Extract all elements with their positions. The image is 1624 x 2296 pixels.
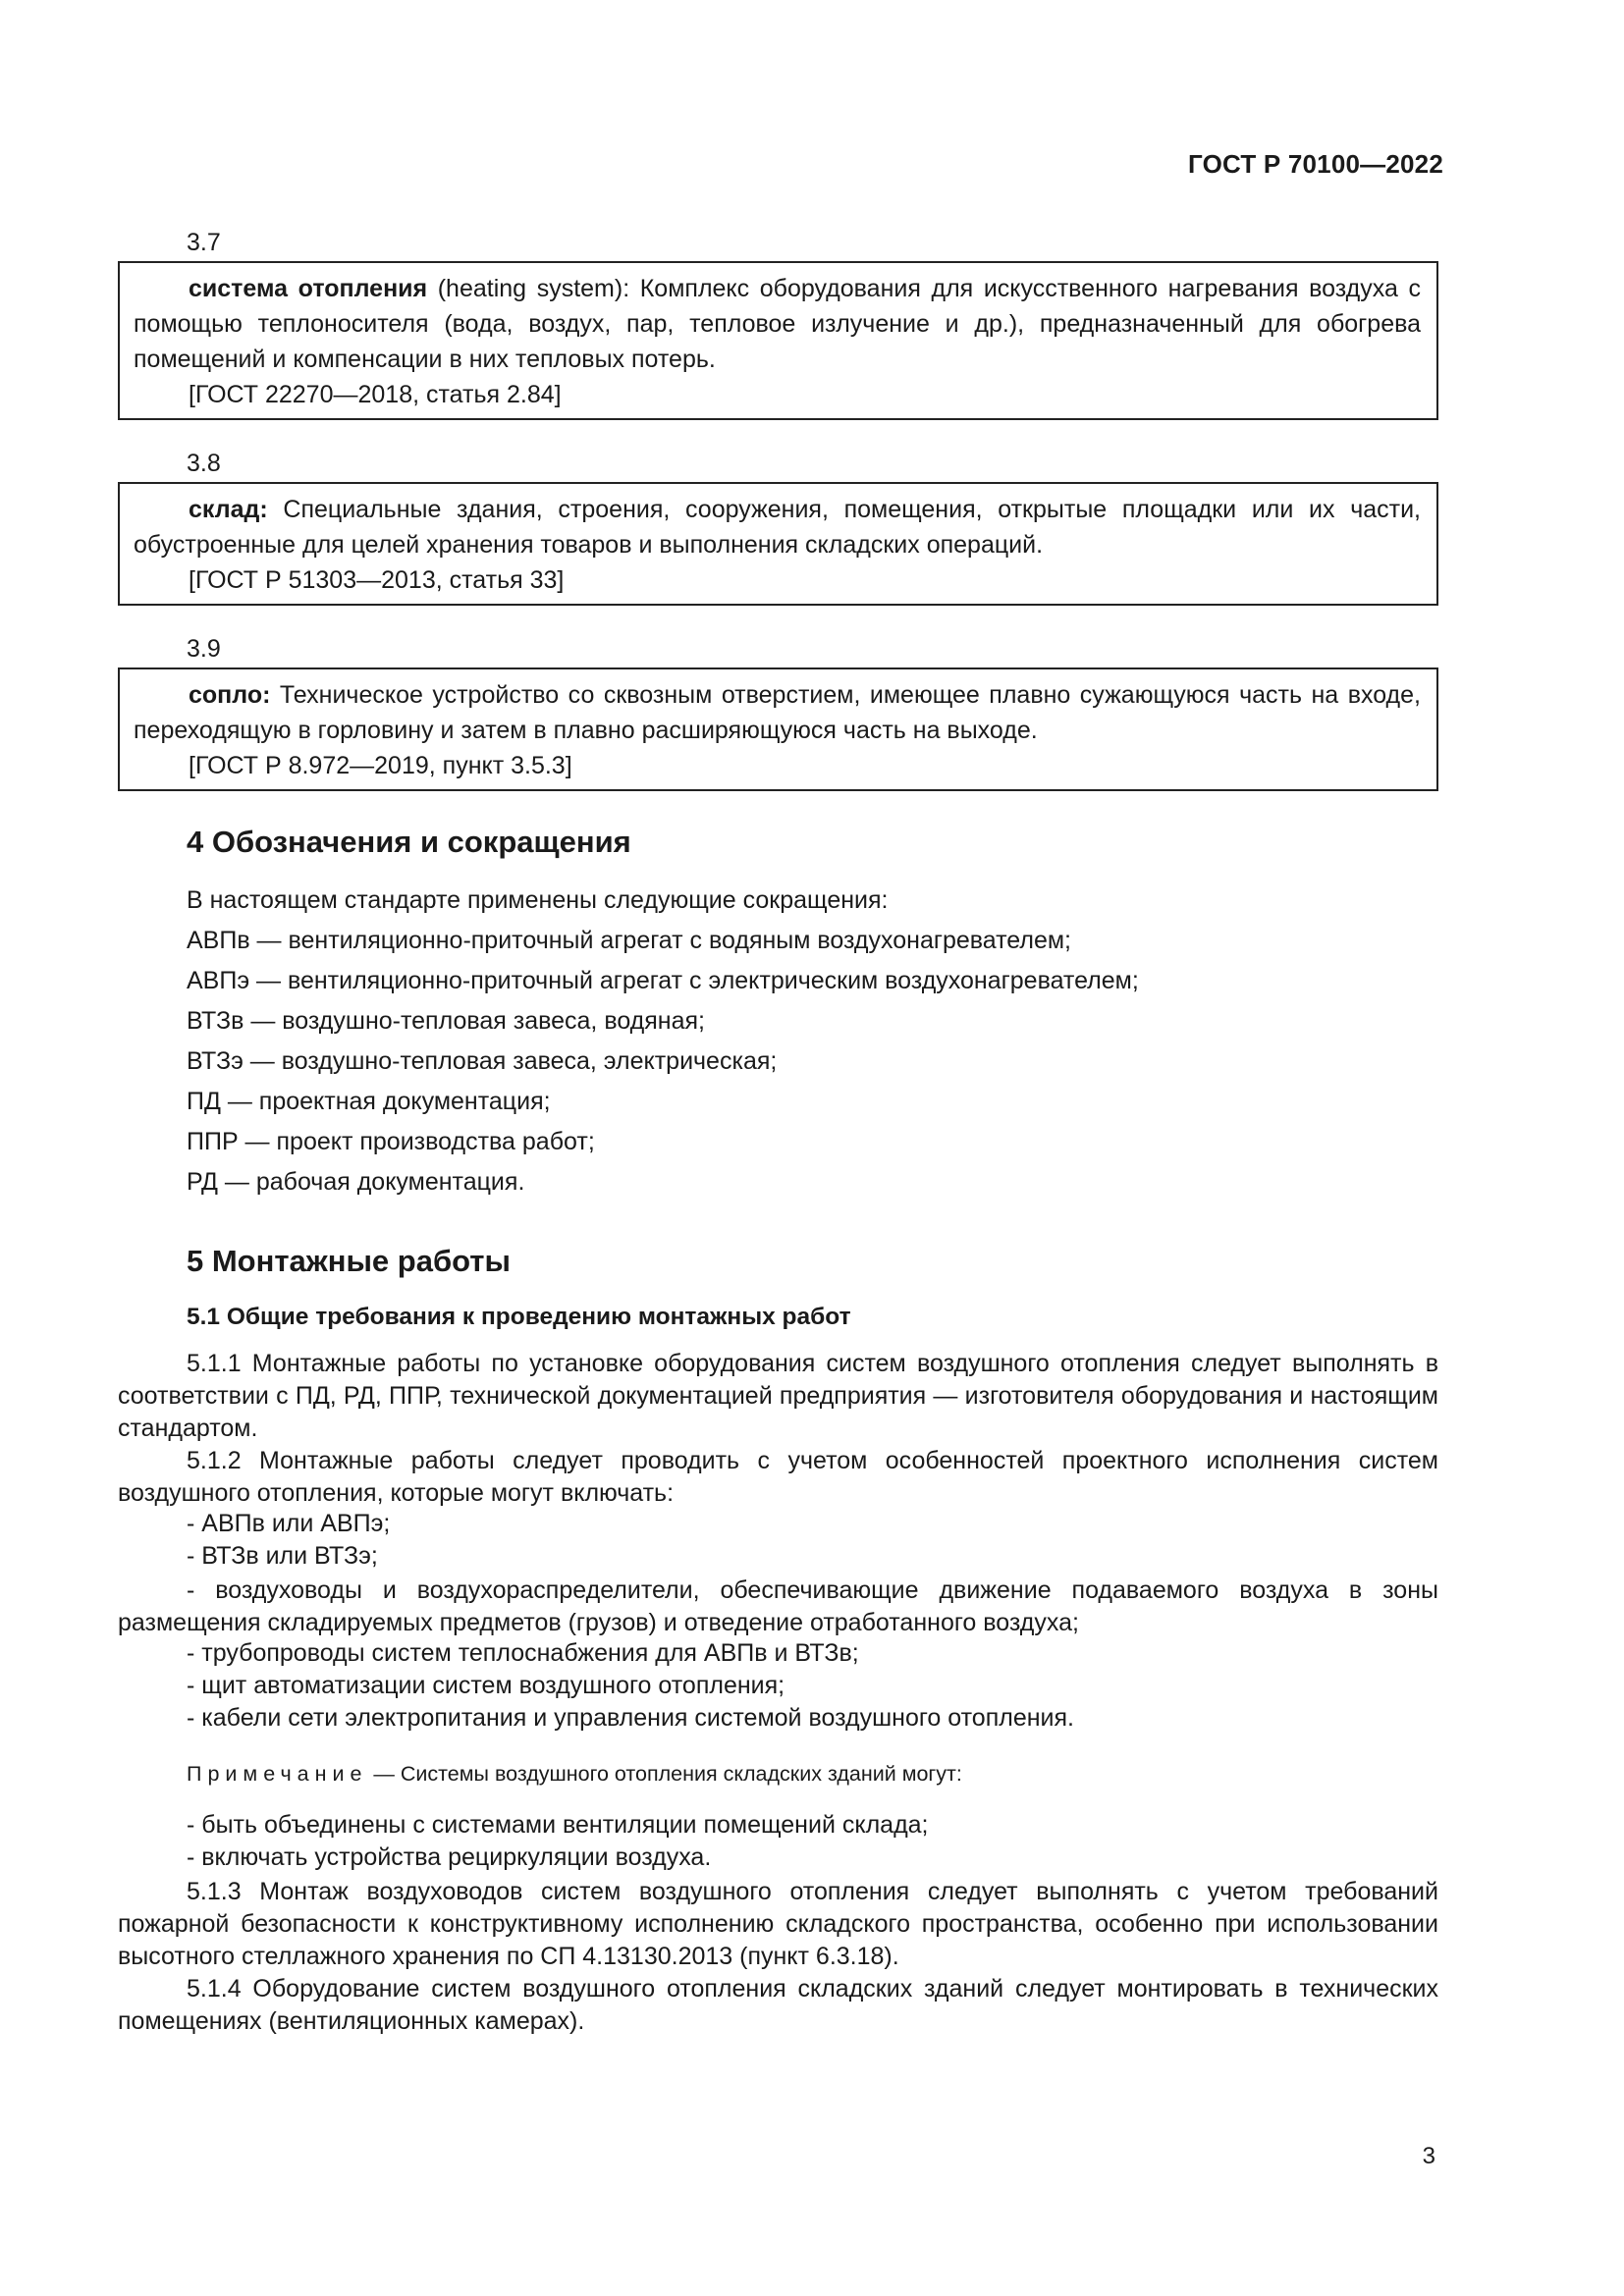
abbreviation-item: ВТЗэ — воздушно-тепловая завеса, электрическая; (187, 1047, 778, 1075)
term-definition: Техническое устройство со сквозным отверстием, имеющее плавно сужающуюся часть на входе, переходящую в горловину и затем в плавно расширяющуюся часть на выходе. (134, 681, 1421, 744)
abbreviation-item: АВПв — вентиляционно-приточный агрегат с водяным воздухонагревателем; (187, 927, 1072, 954)
paragraph-text: 5.1.4 Оборудование систем воздушного отопления складских зданий следует монтировать в технических помещениях (вентиляционных камерах). (118, 1975, 1438, 2035)
paragraph-5-1-3 (118, 1876, 1438, 1973)
paragraph-text: 5.1.2 Монтажные работы следует проводить с учетом особенностей проектного исполнения систем воздушного отопления, которые могут включать: (118, 1447, 1438, 1507)
term-reference: [ГОСТ 22270—2018, статья 2.84] (189, 381, 562, 408)
subsection-heading: 5.1 Общие требования к проведению монтажных работ (187, 1304, 851, 1330)
paragraph-text: 5.1.3 Монтаж воздуховодов систем воздушного отопления следует выполнять с учетом требований пожарной безопасности к конструктивному исполнению складского пространства, особенно при использовании высотного стеллажного хранения по СП 4.13130.2013 (пункт 6.3.18). (118, 1878, 1438, 1970)
term-definition-box (118, 261, 1438, 420)
term-definition: (heating system): Комплекс оборудования для искусственного нагревания воздуха с помощью теплоносителя (вода, воздух, пар, тепловое излучение и др.), предназначенный для обогрева помещений и компенсации в них тепловых потерь. (134, 275, 1421, 373)
term-number: 3.7 (187, 229, 221, 256)
abbreviation-item: ПД — проектная документация; (187, 1088, 551, 1115)
list-item: - АВПв или АВПэ; (187, 1510, 391, 1537)
term-text (134, 271, 1421, 377)
abbreviation-item: АВПэ — вентиляционно-приточный агрегат с электрическим воздухонагревателем; (187, 967, 1139, 994)
list-item: - щит автоматизации систем воздушного отопления; (187, 1672, 785, 1699)
term-number: 3.8 (187, 450, 221, 477)
note-text: — Системы воздушного отопления складских зданий могут: (367, 1762, 962, 1786)
list-item-text: - воздуховоды и воздухораспределители, обеспечивающие движение подаваемого воздуха в зоны размещения складируемых предметов (грузов) и отведение отработанного воздуха; (118, 1576, 1438, 1636)
list-item: - кабели сети электропитания и управления системой воздушного отопления. (187, 1704, 1074, 1732)
term-number: 3.9 (187, 635, 221, 663)
term-name: сопло: (189, 681, 271, 709)
term-name: склад: (189, 496, 268, 523)
abbreviation-item: ВТЗв — воздушно-тепловая завеса, водяная; (187, 1007, 705, 1035)
term-definition-box (118, 667, 1438, 791)
list-item: - быть объединены с системами вентиляции помещений склада; (187, 1811, 929, 1839)
page-number: 3 (1422, 2143, 1435, 2169)
section-heading: 5 Монтажные работы (187, 1244, 511, 1278)
list-item-long (118, 1575, 1438, 1639)
term-definition-box (118, 482, 1438, 606)
paragraph-text: 5.1.1 Монтажные работы по установке оборудования систем воздушного отопления следует выполнять в соответствии с ПД, РД, ППР, технической документацией предприятия — изготовителя оборудования и настоящим стандартом. (118, 1350, 1438, 1442)
abbreviation-item: ППР — проект производства работ; (187, 1128, 595, 1155)
paragraph-5-1-2 (118, 1445, 1438, 1510)
section-heading: 4 Обозначения и сокращения (187, 825, 631, 859)
note (187, 1762, 962, 1787)
list-item: - ВТЗв или ВТЗэ; (187, 1542, 378, 1570)
term-reference: [ГОСТ Р 51303—2013, статья 33] (189, 566, 565, 594)
term-definition: Специальные здания, строения, сооружения, помещения, открытые площадки или их части, обустроенные для целей хранения товаров и выполнения складских операций. (134, 496, 1421, 559)
note-label: Примечание (187, 1762, 368, 1786)
section-intro: В настоящем стандарте применены следующие сокращения: (187, 886, 889, 914)
abbreviation-item: РД — рабочая документация. (187, 1168, 525, 1196)
document-header: ГОСТ Р 70100—2022 (1188, 149, 1443, 179)
term-name: система отопления (189, 275, 428, 302)
list-item: - трубопроводы систем теплоснабжения для АВПв и ВТЗв; (187, 1639, 859, 1667)
term-text (134, 677, 1421, 748)
term-text (134, 492, 1421, 562)
list-item: - включать устройства рециркуляции воздуха. (187, 1843, 712, 1871)
paragraph-5-1-4 (118, 1973, 1438, 2038)
paragraph-5-1-1 (118, 1348, 1438, 1445)
term-reference: [ГОСТ Р 8.972—2019, пункт 3.5.3] (189, 752, 572, 779)
